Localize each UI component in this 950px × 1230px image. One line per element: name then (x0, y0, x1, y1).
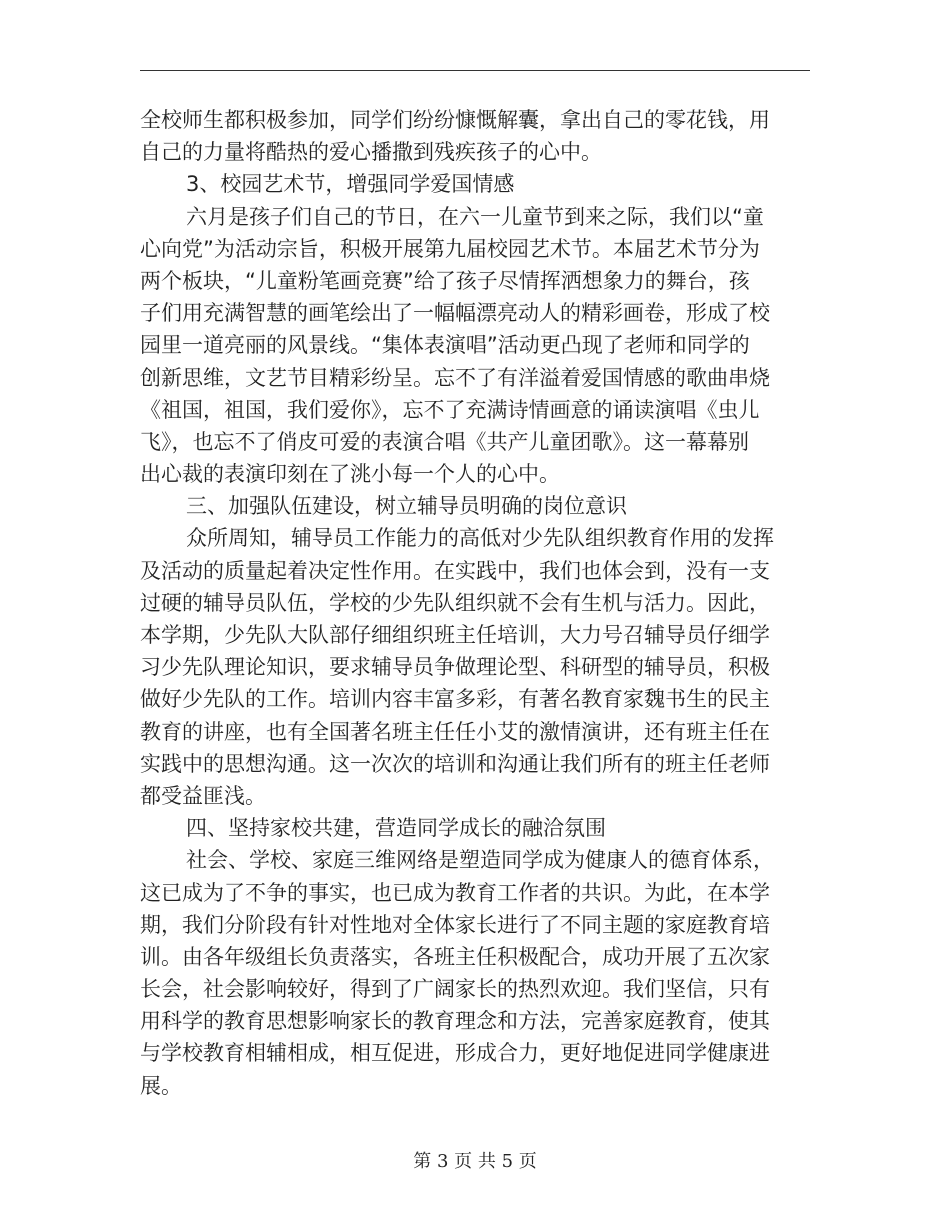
text-line: 子们用充满智慧的画笔绘出了一幅幅漂亮动人的精彩画卷，形成了校 (140, 301, 770, 326)
text-line: 期，我们分阶段有针对性地对全体家长进行了不同主题的家庭教育培 (140, 912, 770, 937)
text-line: 出心裁的表演印刻在了洮小每一个人的心中。 (140, 462, 560, 487)
text-line: 实践中的思想沟通。这一次次的培训和沟通让我们所有的班主任老师 (140, 751, 770, 776)
text-line: 做好少先队的工作。培训内容丰富多彩，有著名教育家魏书生的民主 (140, 687, 770, 712)
text-line: 都受益匪浅。 (140, 783, 266, 808)
text-line: 这已成为了不争的事实，也已成为教育工作者的共识。为此，在本学 (140, 880, 770, 905)
text-line: 与学校教育相辅相成，相互促进，形成合力，更好地促进同学健康进 (140, 1041, 770, 1066)
text-line: 六月是孩子们自己的节日，在六一儿童节到来之际，我们以“童 (186, 204, 764, 229)
text-line: 3、校园艺术节，增强同学爱国情感 (186, 172, 515, 197)
text-line: 展。 (140, 1073, 182, 1098)
text-line: 教育的讲座，也有全国著名班主任任小艾的激情演讲，还有班主任在 (140, 719, 770, 744)
text-line: 用科学的教育思想影响家长的教育理念和方法，完善家庭教育，使其 (140, 1009, 770, 1034)
document-body (140, 104, 810, 1102)
text-line: 过硬的辅导员队伍，学校的少先队组织就不会有生机与活力。因此， (140, 590, 770, 615)
text-line: 训。由各年级组长负责落实，各班主任积极配合，成功开展了五次家 (140, 944, 770, 969)
text-line: 心向党”为活动宗旨，积极开展第九届校园艺术节。本届艺术节分为 (140, 236, 760, 261)
header-rule (140, 70, 810, 71)
text-line: 社会、学校、家庭三维网络是塑造同学成为健康人的德育体系， (186, 848, 774, 873)
page-footer: 第 3 页 共 5 页 (413, 1151, 537, 1172)
text-line: 四、坚持家校共建，营造同学成长的融洽氛围 (186, 816, 606, 841)
text-line: 众所周知，辅导员工作能力的高低对少先队组织教育作用的发挥 (186, 526, 774, 551)
text-line: 创新思维，文艺节目精彩纷呈。忘不了有洋溢着爱国情感的歌曲串烧 (140, 365, 770, 390)
text-line: 园里一道亮丽的风景线。“集体表演唱”活动更凸现了老师和同学的 (140, 333, 750, 358)
text-line: 《祖国，祖国，我们爱你》，忘不了充满诗情画意的诵读演唱《虫儿 (140, 397, 760, 422)
text-line: 及活动的质量起着决定性作用。在实践中，我们也体会到，没有一支 (140, 558, 770, 583)
text-line: 飞》，也忘不了俏皮可爱的表演合唱《共产儿童团歌》。这一幕幕别 (140, 429, 749, 454)
text-line: 习少先队理论知识，要求辅导员争做理论型、科研型的辅导员，积极 (140, 655, 770, 680)
text-line: 长会，社会影响较好，得到了广阔家长的热烈欢迎。我们坚信，只有 (140, 977, 770, 1002)
text-line: 本学期，少先队大队部仔细组织班主任培训，大力号召辅导员仔细学 (140, 623, 770, 647)
text-line: 自己的力量将酷热的爱心播撒到残疾孩子的心中。 (140, 140, 602, 165)
text-line: 两个板块，“儿童粉笔画竞赛”给了孩子尽情挥洒想象力的舞台，孩 (140, 268, 750, 293)
text-line: 三、加强队伍建设，树立辅导员明确的岗位意识 (186, 494, 627, 519)
text-line: 全校师生都积极参加，同学们纷纷慷慨解囊，拿出自己的零花钱，用 (140, 108, 770, 132)
